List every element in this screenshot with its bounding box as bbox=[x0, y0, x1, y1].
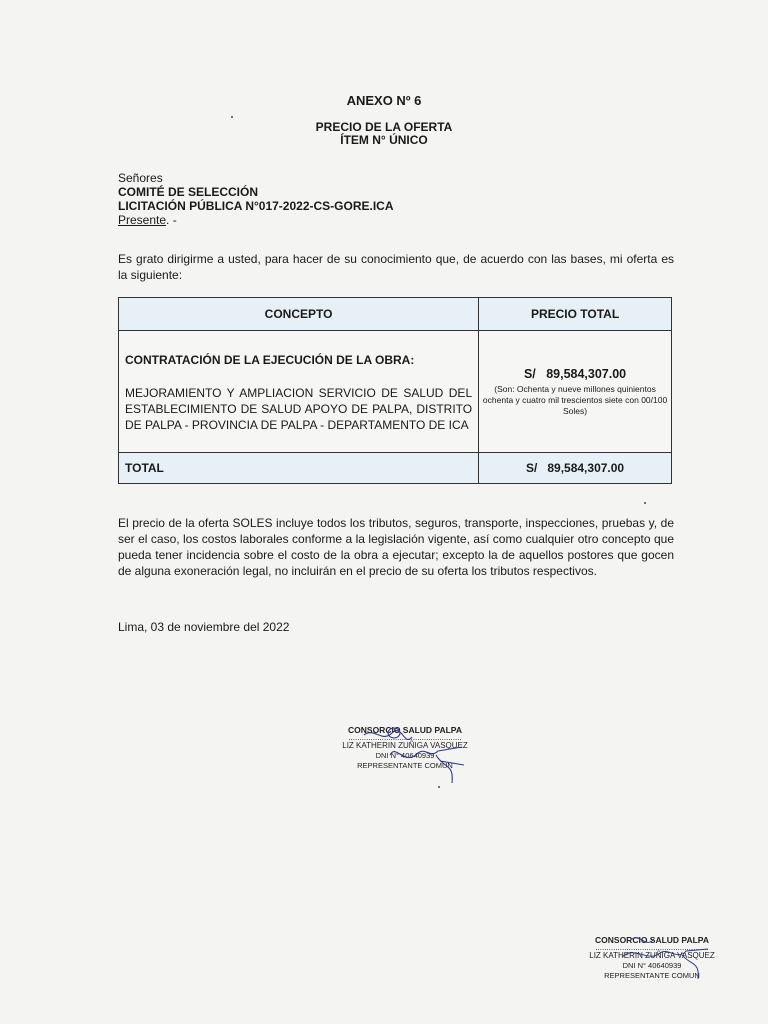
work-description: MEJORAMIENTO Y AMPLIACION SERVICIO DE SALUD DEL ESTABLECIMIENTO DE SALUD APOYO DE PALPA, DISTRITO DE PALPA - PROVINCIA DE PALPA - DEPARTAMENTO DE ICA bbox=[125, 386, 473, 432]
present-suffix: . - bbox=[166, 213, 177, 227]
stamp-name: LIZ KATHERIN ZUÑIGA VASQUEZ bbox=[342, 741, 468, 750]
footer-handwritten-signature bbox=[582, 935, 722, 990]
signature-stamp bbox=[334, 725, 476, 771]
price-cell bbox=[479, 331, 672, 453]
stamp-dotted-line: ................................................... bbox=[348, 733, 462, 742]
total-label: TOTAL bbox=[119, 453, 479, 484]
intro-paragraph: Es grato dirigirme a usted, para hacer de su conocimiento que, de acuerdo con las bases, mi oferta es la siguiente: bbox=[118, 252, 674, 282]
footer-signature-stamp bbox=[582, 935, 722, 981]
footer-stamp-dotted-line: ................................................... bbox=[595, 943, 709, 952]
total-value: S/ 89,584,307.00 bbox=[479, 453, 672, 484]
scan-speck bbox=[438, 786, 440, 788]
offer-title-line2: ÍTEM N° ÚNICO bbox=[340, 133, 428, 147]
offer-title bbox=[0, 121, 768, 147]
scan-speck bbox=[231, 116, 233, 118]
table-header-row bbox=[119, 298, 672, 331]
annex-title: ANEXO Nº 6 bbox=[346, 93, 422, 108]
header-price: PRECIO TOTAL bbox=[479, 298, 672, 331]
offer-title-line1: PRECIO DE LA OFERTA bbox=[315, 120, 453, 134]
total-row bbox=[119, 453, 672, 484]
committee-name: COMITÉ DE SELECCIÓN bbox=[118, 185, 259, 199]
present-word: Presente bbox=[118, 213, 167, 227]
date-line: Lima, 03 de noviembre del 2022 bbox=[118, 620, 290, 634]
addressee-block bbox=[118, 171, 394, 227]
footer-stamp-dni: DNI N° 40640939 bbox=[622, 961, 682, 970]
salutation: Señores bbox=[118, 171, 163, 185]
present-line bbox=[118, 213, 394, 227]
concept-cell bbox=[119, 331, 479, 453]
scan-speck bbox=[644, 502, 646, 504]
footer-stamp-role: REPRESENTANTE COMUN bbox=[604, 971, 700, 980]
footer-stamp-name: LIZ KATHERIN ZUÑIGA VASQUEZ bbox=[589, 951, 715, 960]
work-title: CONTRATACIÓN DE LA EJECUCIÓN DE LA OBRA: bbox=[125, 353, 415, 367]
conditions-paragraph: El precio de la oferta SOLES incluye todos los tributos, seguros, transporte, inspecciones, pruebas y, de ser el caso, los costos laborales conforme a la legislación vigente, así como cualquier otro concepto que pueda tener incidencia sobre el costo de la obra a ejecutar; excepto la de aquellos postores que gocen de alguna exoneración legal, no incluirán en el precio de su oferta los tributos respectivos. bbox=[118, 516, 674, 578]
stamp-role: REPRESENTANTE COMUN bbox=[357, 761, 453, 770]
handwritten-signature bbox=[334, 725, 476, 790]
stamp-dni: DNI N° 40640939 bbox=[375, 751, 435, 760]
stamp-company: CONSORCIO SALUD PALPA bbox=[348, 725, 462, 735]
header-concept: CONCEPTO bbox=[119, 298, 479, 331]
price-amount: S/ 89,584,307.00 bbox=[523, 366, 627, 381]
table-row bbox=[119, 331, 672, 453]
tender-reference: LICITACIÓN PÚBLICA N°017-2022-CS-GORE.ICA bbox=[118, 199, 394, 213]
price-in-words: (Son: Ochenta y nueve millones quinientos ochenta y cuatro mil trescientos siete con 00/100 Soles) bbox=[482, 383, 668, 416]
footer-stamp-company: CONSORCIO SALUD PALPA bbox=[595, 935, 709, 945]
offer-table bbox=[118, 297, 672, 484]
